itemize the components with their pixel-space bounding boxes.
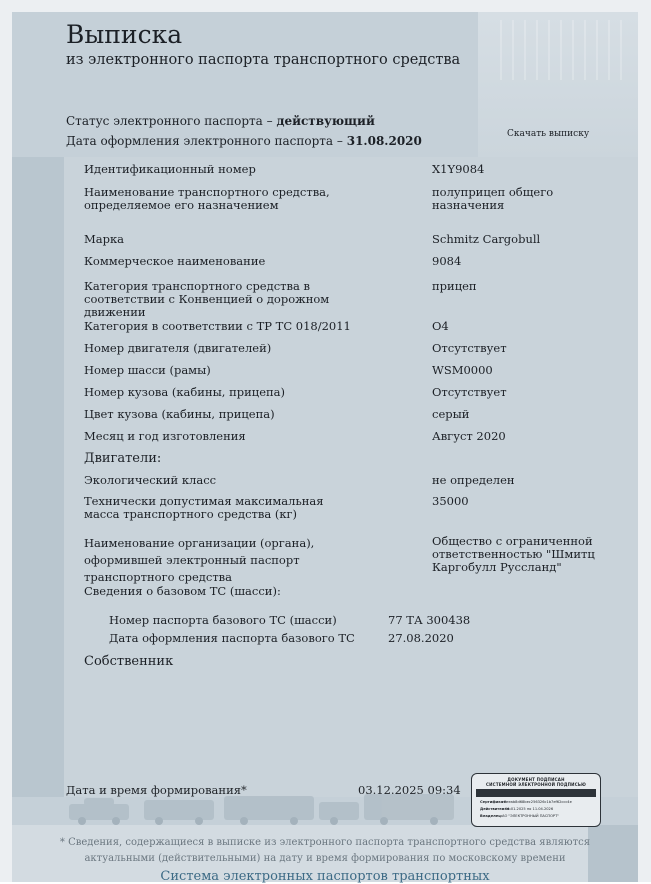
- issue-date-label: Дата оформления электронного паспорта –: [66, 134, 347, 148]
- download-extract-link[interactable]: Скачать выписку: [507, 129, 590, 139]
- footnote: * Сведения, содержащиеся в выписке из электронного паспорта транспортного средства являются актуальными (действительными) на дату и время формирования по московскому времени: [59, 837, 591, 864]
- body-color-value: серый: [432, 407, 470, 421]
- stamp-owner-value: АО "ЭЛЕКТРОННЫЙ ПАСПОРТ": [502, 814, 559, 818]
- stamp-heading-line2: СИСТЕМНОЙ ЭЛЕКТРОННОЙ ПОДПИСЬЮ: [486, 782, 586, 787]
- status-value: действующий: [276, 114, 375, 128]
- stamp-valid-value: с 11.01.2025 по 11.04.2026: [502, 807, 554, 811]
- manufacture-date-value: Август 2020: [432, 429, 506, 443]
- owner-section-heading: Собственник: [84, 654, 174, 669]
- body-number-label: Номер кузова (кабины, прицепа): [84, 385, 286, 399]
- base-vehicle-section-heading: Сведения о базовом ТС (шасси):: [84, 584, 281, 598]
- body-number-value: Отсутствует: [432, 385, 507, 399]
- issuer-org-value: Общество с ограниченной ответственностью "Шмитц Каргобулл Руссланд": [432, 534, 595, 574]
- stamp-cert-label: Сертификат:: [480, 800, 507, 804]
- generated-datetime-label: Дата и время формирования*: [66, 783, 247, 797]
- left-decor-strip: [12, 157, 64, 797]
- vin-value: X1Y9084: [432, 162, 485, 176]
- stamp-owner-row: [472, 813, 600, 820]
- engine-number-value: Отсутствует: [432, 341, 507, 355]
- stamp-owner-label: Владелец:: [480, 814, 503, 818]
- vin-label: Идентификационный номер: [84, 162, 256, 176]
- eco-class-value: не определен: [432, 473, 515, 487]
- engines-section-heading: Двигатели:: [84, 451, 162, 466]
- convention-category-label: Категория транспортного средства в соответствии с Конвенцией о дорожном движении: [84, 279, 330, 319]
- document-title: Выписка: [66, 20, 183, 49]
- document-subtitle: из электронного паспорта транспортного средства: [66, 52, 461, 68]
- manufacture-date-label: Месяц и год изготовления: [84, 429, 246, 443]
- stamp-valid-label: Действителен:: [480, 807, 511, 811]
- stamp-heading: [472, 774, 600, 787]
- base-passport-number-value: 77 ТА 300438: [388, 613, 471, 627]
- max-mass-label: Технически допустимая максимальная масса транспортного средства (кг): [84, 494, 324, 521]
- convention-category-value: прицеп: [432, 279, 477, 293]
- stamp-cert-value: c3eeab8d68bec256326c1b7ef62ccc4e: [502, 800, 572, 804]
- stamp-validity-row: [472, 806, 600, 813]
- base-passport-date-value: 27.08.2020: [388, 631, 454, 645]
- vehicle-name-label: Наименование транспортного средства, определяемое его назначением: [84, 185, 330, 212]
- issuer-org-label: Наименование организации (органа), оформившей электронный паспорт транспортного средства: [84, 536, 315, 584]
- stamp-certificate-row: [472, 799, 600, 806]
- base-passport-date-label: Дата оформления паспорта базового ТС: [109, 631, 355, 645]
- system-name: Система электронных паспортов транспортных: [160, 869, 490, 884]
- body-color-label: Цвет кузова (кабины, прицепа): [84, 407, 275, 421]
- passport-issue-date: [66, 134, 422, 148]
- tr-category-value: O4: [432, 319, 449, 333]
- electronic-signature-stamp: [471, 773, 601, 827]
- base-passport-number-label: Номер паспорта базового ТС (шасси): [109, 613, 337, 627]
- eco-class-label: Экологический класс: [84, 473, 217, 487]
- stamp-divider: [476, 789, 596, 797]
- chassis-number-value: WSM0000: [432, 363, 493, 377]
- header-decor-stripes: [500, 20, 630, 80]
- vehicle-name-value: полуприцеп общего назначения: [432, 185, 554, 212]
- chassis-number-label: Номер шасси (рамы): [84, 363, 211, 377]
- issue-date-value: 31.08.2020: [346, 134, 422, 148]
- tr-category-label: Категория в соответствии с ТР ТС 018/2011: [84, 319, 351, 333]
- commercial-name-label: Коммерческое наименование: [84, 254, 266, 268]
- max-mass-value: 35000: [432, 494, 469, 508]
- commercial-name-value: 9084: [432, 254, 462, 268]
- brand-value: Schmitz Cargobull: [432, 232, 541, 246]
- stamp-heading-line1: ДОКУМЕНТ ПОДПИСАН: [507, 777, 565, 782]
- status-label: Статус электронного паспорта –: [66, 114, 277, 128]
- passport-status: [66, 114, 375, 128]
- generated-datetime-value: 03.12.2025 09:34: [358, 783, 461, 797]
- engine-number-label: Номер двигателя (двигателей): [84, 341, 272, 355]
- brand-label: Марка: [84, 232, 125, 246]
